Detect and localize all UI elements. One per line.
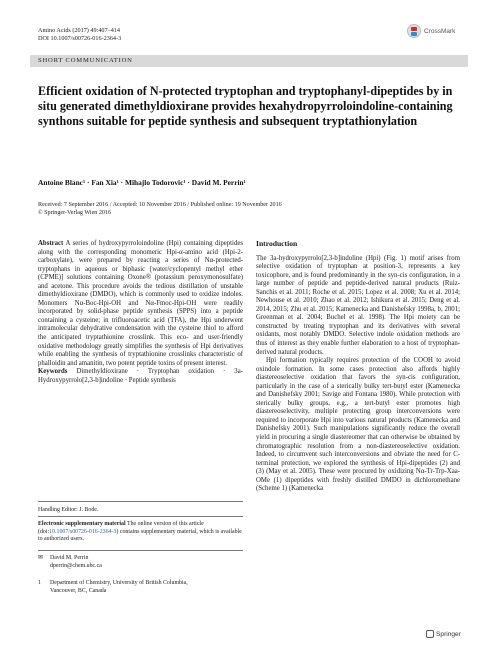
section-label: SHORT COMMUNICATION (38, 57, 133, 64)
doi: DOI 10.1007/s00726-016-2364-3 (38, 35, 122, 43)
esm-text-after: ) contains supplementary material, which is available to authorized users. (38, 528, 242, 542)
springer-horse-icon (426, 630, 434, 638)
keywords-label: Keywords (38, 368, 68, 376)
article-title: Efficient oxidation of N-protected tryptophan and tryptophanyl-dipeptides by in situ generated dimethyldioxirane provides hexahydropyrroloindoline-containing synthons suitable for peptide synthesis and subsequent tryptathionylation (38, 84, 453, 128)
affiliation-line2: Vancouver, BC, Canada (50, 587, 107, 594)
crossmark-icon (407, 24, 421, 38)
publication-dates (38, 201, 282, 217)
author-list: Antoine Blanc¹ · Fan Xia¹ · Mihajlo Todorovic¹ · David M. Perrin¹ (38, 178, 246, 187)
introduction-paragraph-2: Hpi formation typically requires protection of the COOH to avoid oxindole formation. In some cases protection also affords highly diastereoselective oxidation that favors the syn-cis configuration, particularly in the case of a sterically bulky tert-butyl ester (Kamenecka and Danishefsky 2001; Savige and Fontana 1980). While protection with sterically bulky groups, e.g., a tert-butyl ester promotes high diastereoselectivity, multiple protecting group interconversions were required to incorporate Hpi into various natural products (Kamenecka and Danishefsky 2001). Such manipulations significantly reduce the overall yield in procuring a single diastereomer that can otherwise be obtained by chromatographic resolution from a non-diastereoselective oxidation. Indeed, to circumvent such interconversions and obviate the need for C-terminal protection, we explored the synthesis of Hpi-dipeptides (2) and (3) (May et al. 2005). These were procured by oxidizing Nα-Tr-Trp-Xaa-OMe (1) dipeptides with freshly distilled DMDO in dichloromethane (Scheme 1) (Kamenecka (256, 357, 460, 493)
footnote-divider (38, 501, 243, 502)
journal-citation: Amino Acids (2017) 49:407–414 (38, 27, 120, 34)
introduction-paragraph-1: The 3a-hydroxypyrrolo[2,3-b]indoline (Hpi) (Fig. 1) motif arises from selective oxidation of tryptophan at position-3, represents a key toxicophore, and is found predominantly in the syn-cis configuration, in a large number of peptide and peptide-derived natural products (Ruiz-Sanchis et al. 2011; Roche et al. 2015; Lopez et al. 2008; Xu et al. 2014; Newhouse et al. 2010; Zhao et al. 2012; Ishikura et al. 2015; Deng et al. 2014, 2015; Zhu et al. 2015; Kamenecka and Danishefsky 1998a, b, 2001; Greenman et al. 2004; Buchel et al. 1998). The Hpi moiety can be constructed by treating tryptophan and its derivatives with several oxidants, most notably DMDO. Selective indole oxidation methods are thus of interest as they enable further elaboration to a host of tryptophan-derived natural products. (256, 254, 460, 356)
correspondence (38, 555, 102, 570)
esm-label: Electronic supplementary material (38, 521, 126, 527)
envelope-icon: ✉ (38, 555, 43, 561)
abstract (38, 240, 243, 368)
section-bar (30, 55, 468, 67)
keywords (38, 368, 243, 385)
crossmark-label: CrossMark (424, 27, 456, 35)
keywords-text: Dimethyldioxirane · Tryptophan oxidation · 3a-Hydroxypyrrolo[2,3-b]indoline · Peptide synthesis (38, 368, 243, 384)
corresponding-email[interactable]: dperrin@chem.ubc.ca (50, 562, 102, 569)
affiliation (38, 580, 243, 595)
publisher-logo (426, 630, 461, 638)
footnote-divider (38, 516, 243, 517)
esm-text-before: The online version of this article (doi: (38, 521, 204, 535)
footnote-divider (38, 550, 243, 551)
abstract-column (38, 240, 243, 385)
abstract-label: Abstract (38, 240, 64, 247)
abstract-text: A series of hydroxypyrroloindoline (Hpi) containing dipeptides along with the corresponding monomeric Hpi-α-amino acid (Hpi-2-carboxylate), were prepared by reacting a series of Nα-protected-tryptophans in aqueous or biphasic [water/cyclopentyl methyl ether (CPME)] solutions containing Oxone® (potassium peroxymonosulfate) and acetone. This procedure avoids the tedious distillation of unstable dimethyldioxirane (DMDO), which is commonly used to oxidize indoles. Monomers Nα-Boc-Hpi-OH and Nα-Fmoc-Hpi-OH were readily incorporated by solid-phase peptide synthesis (SPPS) into a peptide containing a cysteine; in trifluoroacetic acid (TFA), the Hpi underwent intramolecular dehydrative condensation with the cysteine thiol to afford the anticipated tryptathionine crosslink. This eco- and user-friendly oxidative methodology greatly simplifies the synthesis of Hpi derivatives while enabling the synthesis of tryptathionine crosslinks characteristic of phalloidin and amanitin, two potent peptide toxins of present interest. (38, 240, 244, 367)
introduction-heading: Introduction (256, 239, 298, 248)
publisher-name: Springer (436, 630, 461, 638)
affiliation-marker: 1 (38, 580, 41, 586)
journal-citation-block (38, 27, 121, 43)
history-dates: Received: 7 September 2016 / Accepted: 10 November 2016 / Published online: 19 November 2016 (38, 202, 282, 208)
copyright: © Springer-Verlag Wien 2016 (38, 210, 112, 217)
corresponding-author: David M. Perrin (50, 555, 89, 561)
handling-editor: Handling Editor: J. Bode. (38, 507, 99, 513)
esm-doi-link[interactable]: 10.1007/s00726-016-2364-3 (49, 528, 117, 535)
supplementary-material-note (38, 521, 243, 544)
introduction-column (256, 240, 460, 494)
affiliation-line1: Department of Chemistry, University of British Columbia, (50, 580, 188, 586)
crossmark-badge[interactable] (407, 24, 455, 38)
